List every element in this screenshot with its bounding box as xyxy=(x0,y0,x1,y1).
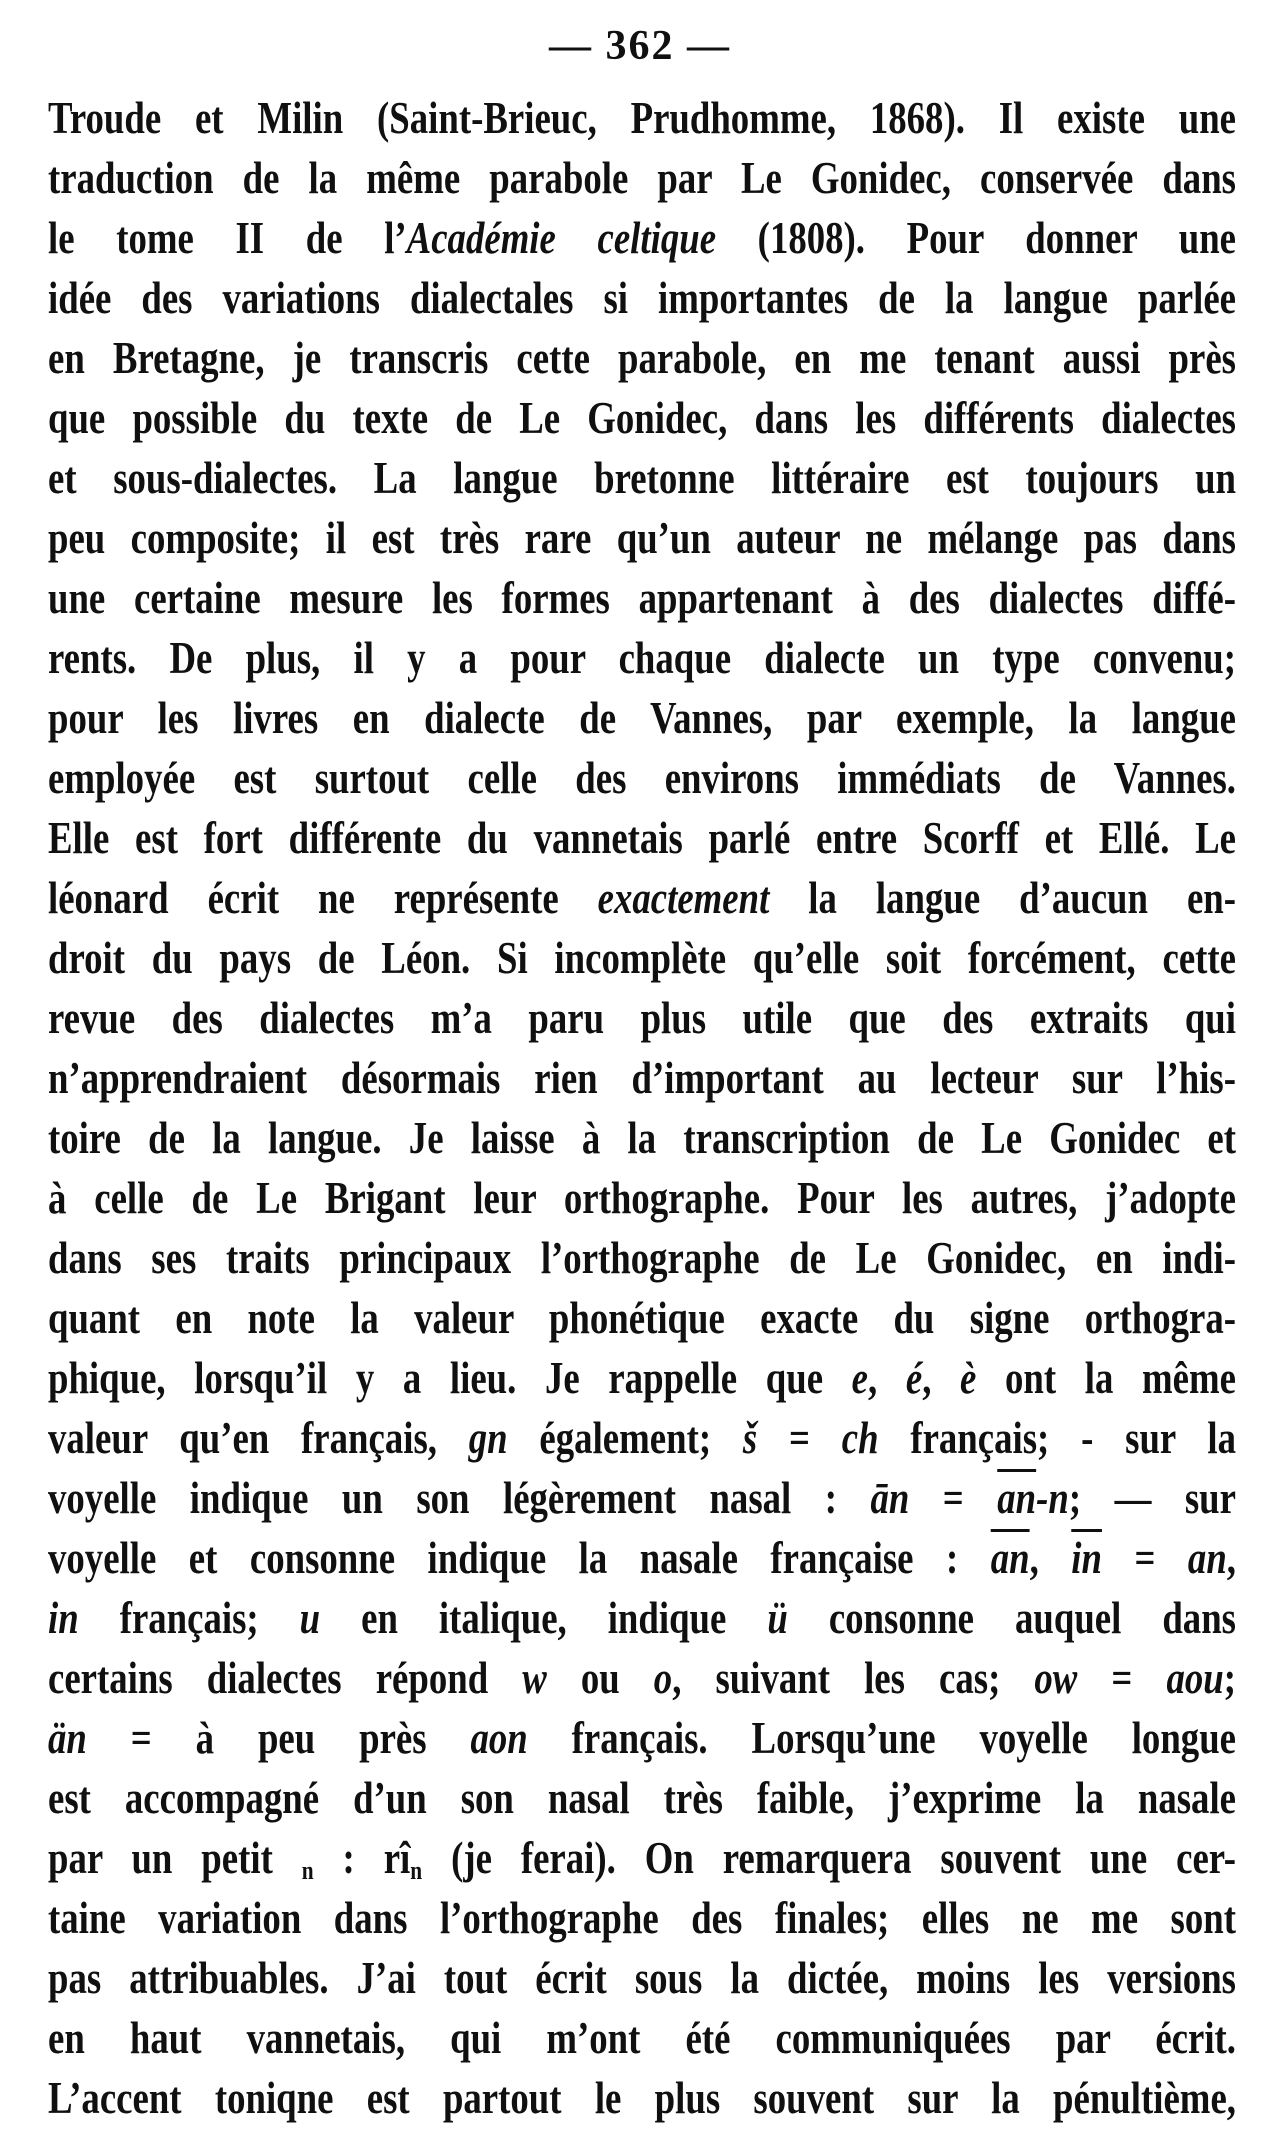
text-line xyxy=(48,1348,1236,1408)
text-segment: par un petit xyxy=(48,1832,302,1883)
text-line xyxy=(48,448,1236,508)
text-segment: toire de la langue. Je laisse à la transcription de Le Gonidec et xyxy=(48,1112,1236,1163)
text-segment: = xyxy=(1077,1652,1167,1703)
text-line xyxy=(48,808,1236,868)
text-line xyxy=(48,1408,1236,1468)
text-segment: aou xyxy=(1166,1652,1224,1703)
text-line xyxy=(48,628,1236,688)
text-segment: n xyxy=(301,1854,314,1885)
text-segment: o xyxy=(653,1652,673,1703)
text-segment: ont la même xyxy=(976,1352,1236,1403)
text-segment: consonne auquel dans xyxy=(787,1592,1236,1643)
text-segment: français; xyxy=(78,1592,300,1643)
text-line xyxy=(48,568,1236,628)
text-line xyxy=(48,268,1236,328)
text-segment: (1808). Pour donner une xyxy=(716,212,1236,263)
text-line xyxy=(48,208,1236,268)
text-line xyxy=(48,1048,1236,1108)
text-segment: ou xyxy=(546,1652,654,1703)
text-segment: revue des dialectes m’a paru plus utile que des extraits qui xyxy=(48,992,1236,1043)
text-segment: Troude et Milin (Saint-Brieuc, Prudhomme, 1868). Il existe une xyxy=(48,92,1236,143)
text-segment: w xyxy=(522,1652,547,1703)
text-segment: , xyxy=(1226,1532,1236,1583)
text-segment: ān xyxy=(870,1472,910,1523)
text-segment: an xyxy=(1187,1532,1227,1583)
text-line xyxy=(48,1468,1236,1528)
text-segment: en italique, indique xyxy=(320,1592,768,1643)
text-segment: , xyxy=(922,1352,961,1403)
text-segment: quant en note la valeur phonétique exacte du signe orthogra- xyxy=(48,1292,1236,1343)
text-segment: , xyxy=(868,1352,906,1403)
text-line xyxy=(48,148,1236,208)
text-segment: est accompagné d’un son nasal très faible, j’exprime la nasale xyxy=(48,1772,1236,1823)
text-segment: traduction de la même parabole par Le Gonidec, conservée dans xyxy=(48,152,1236,203)
text-segment: ; xyxy=(1223,1652,1236,1703)
text-segment: gn xyxy=(468,1412,508,1463)
text-line xyxy=(48,1288,1236,1348)
text-segment: employée est surtout celle des environs immédiats de Vannes. xyxy=(48,752,1236,803)
text-segment: n’apprendraient désormais rien d’important au lecteur sur l’his- xyxy=(48,1052,1236,1103)
text-segment: à celle de Le Brigant leur orthographe. Pour les autres, j’adopte xyxy=(48,1172,1236,1223)
text-segment: u xyxy=(299,1592,321,1643)
text-segment: français; - sur la xyxy=(878,1412,1236,1463)
text-segment: et sous-dialectes. La langue bretonne littéraire est toujours un xyxy=(48,452,1236,503)
text-segment: pour les livres en dialecte de Vannes, par exemple, la langue xyxy=(48,692,1236,743)
text-segment: in xyxy=(48,1592,79,1643)
text-line xyxy=(48,1528,1236,1588)
text-segment: droit du pays de Léon. Si incomplète qu’elle soit forcément, cette xyxy=(48,932,1236,983)
text-segment: aon xyxy=(470,1712,528,1763)
text-segment: e xyxy=(851,1352,869,1403)
text-segment: L’accent toniqne est partout le plus souvent sur la pénultième, xyxy=(48,2072,1236,2123)
text-segment: ch xyxy=(841,1412,879,1463)
text-segment: léonard écrit ne représente xyxy=(48,872,598,923)
text-line xyxy=(48,748,1236,808)
page-number: — 362 — xyxy=(549,23,731,69)
text-segment: -n xyxy=(1036,1472,1069,1523)
text-segment: le tome II de l’ xyxy=(48,212,407,263)
text-segment: = xyxy=(757,1412,842,1463)
text-line xyxy=(48,1168,1236,1228)
text-line xyxy=(48,328,1236,388)
text-line xyxy=(48,2008,1236,2068)
text-segment: exactement xyxy=(597,872,770,923)
text-line xyxy=(48,388,1236,448)
text-segment: ü xyxy=(767,1592,788,1643)
text-segment: certains dialectes répond xyxy=(48,1652,523,1703)
text-line xyxy=(48,1708,1236,1768)
text-segment: ; — sur xyxy=(1068,1472,1236,1523)
text-segment: valeur qu’en français, xyxy=(48,1412,469,1463)
text-segment: idée des variations dialectales si importantes de la langue parlée xyxy=(48,272,1236,323)
text-line xyxy=(48,868,1236,928)
text-segment: Elle est fort différente du vannetais parlé entre Scorff et Ellé. Le xyxy=(48,812,1236,863)
text-segment: une certaine mesure les formes appartenant à des dialectes diffé- xyxy=(48,572,1236,623)
text-line xyxy=(48,688,1236,748)
text-segment: è xyxy=(960,1352,977,1403)
text-segment: en Bretagne, je transcris cette parabole, en me tenant aussi près xyxy=(48,332,1236,383)
text-segment: voyelle et consonne indique la nasale française : xyxy=(48,1532,991,1583)
text-segment: : rî xyxy=(313,1832,411,1883)
text-segment: français. Lorsqu’une voyelle longue xyxy=(527,1712,1236,1763)
text-segment: que possible du texte de Le Gonidec, dans les différents dialectes xyxy=(48,392,1236,443)
text-segment: = xyxy=(1101,1532,1188,1583)
text-line xyxy=(48,1588,1236,1648)
text-segment: än xyxy=(48,1712,87,1763)
text-segment: n xyxy=(410,1854,423,1885)
text-line xyxy=(48,1888,1236,1948)
text-segment: = à peu près xyxy=(86,1712,471,1763)
text-line xyxy=(48,508,1236,568)
text-line xyxy=(48,88,1236,148)
text-segment: ow xyxy=(1034,1652,1078,1703)
text-segment: š xyxy=(742,1412,758,1463)
text-line xyxy=(48,1828,1236,1888)
text-segment: en haut vannetais, qui m’ont été communiquées par écrit. xyxy=(48,2012,1236,2063)
text-segment: , xyxy=(1029,1532,1072,1583)
text-segment: $\overline{in}$ xyxy=(1071,1532,1102,1583)
text-block xyxy=(48,88,1236,2128)
text-segment: , suivant les cas; xyxy=(672,1652,1035,1703)
text-line xyxy=(48,2068,1236,2128)
text-line xyxy=(48,1228,1236,1288)
text-line xyxy=(48,1108,1236,1168)
text-segment: rents. De plus, il y a pour chaque dialecte un type convenu; xyxy=(48,632,1236,683)
text-line xyxy=(48,1648,1236,1708)
text-segment: = xyxy=(909,1472,998,1523)
text-segment: également; xyxy=(507,1412,743,1463)
text-line xyxy=(48,988,1236,1048)
text-segment: é xyxy=(905,1352,923,1403)
text-segment: la langue d’aucun en- xyxy=(769,872,1236,923)
text-line xyxy=(48,1768,1236,1828)
text-segment: $\overline{an}$ xyxy=(997,1472,1037,1523)
text-segment: phique, lorsqu’il y a lieu. Je rappelle que xyxy=(48,1352,852,1403)
text-segment: $\overline{an}$ xyxy=(990,1532,1030,1583)
text-segment: dans ses traits principaux l’orthographe de Le Gonidec, en indi- xyxy=(48,1232,1236,1283)
text-segment: peu composite; il est très rare qu’un auteur ne mélange pas dans xyxy=(48,512,1236,563)
text-segment: voyelle indique un son légèrement nasal : xyxy=(48,1472,871,1523)
text-segment: (je ferai). On remarquera souvent une cer- xyxy=(422,1832,1237,1883)
text-line xyxy=(48,928,1236,988)
text-line xyxy=(48,1948,1236,2008)
text-segment: Académie celtique xyxy=(406,212,717,263)
text-segment: taine variation dans l’orthographe des finales; elles ne me sont xyxy=(48,1892,1236,1943)
text-segment: pas attribuables. J’ai tout écrit sous la dictée, moins les versions xyxy=(48,1952,1236,2003)
